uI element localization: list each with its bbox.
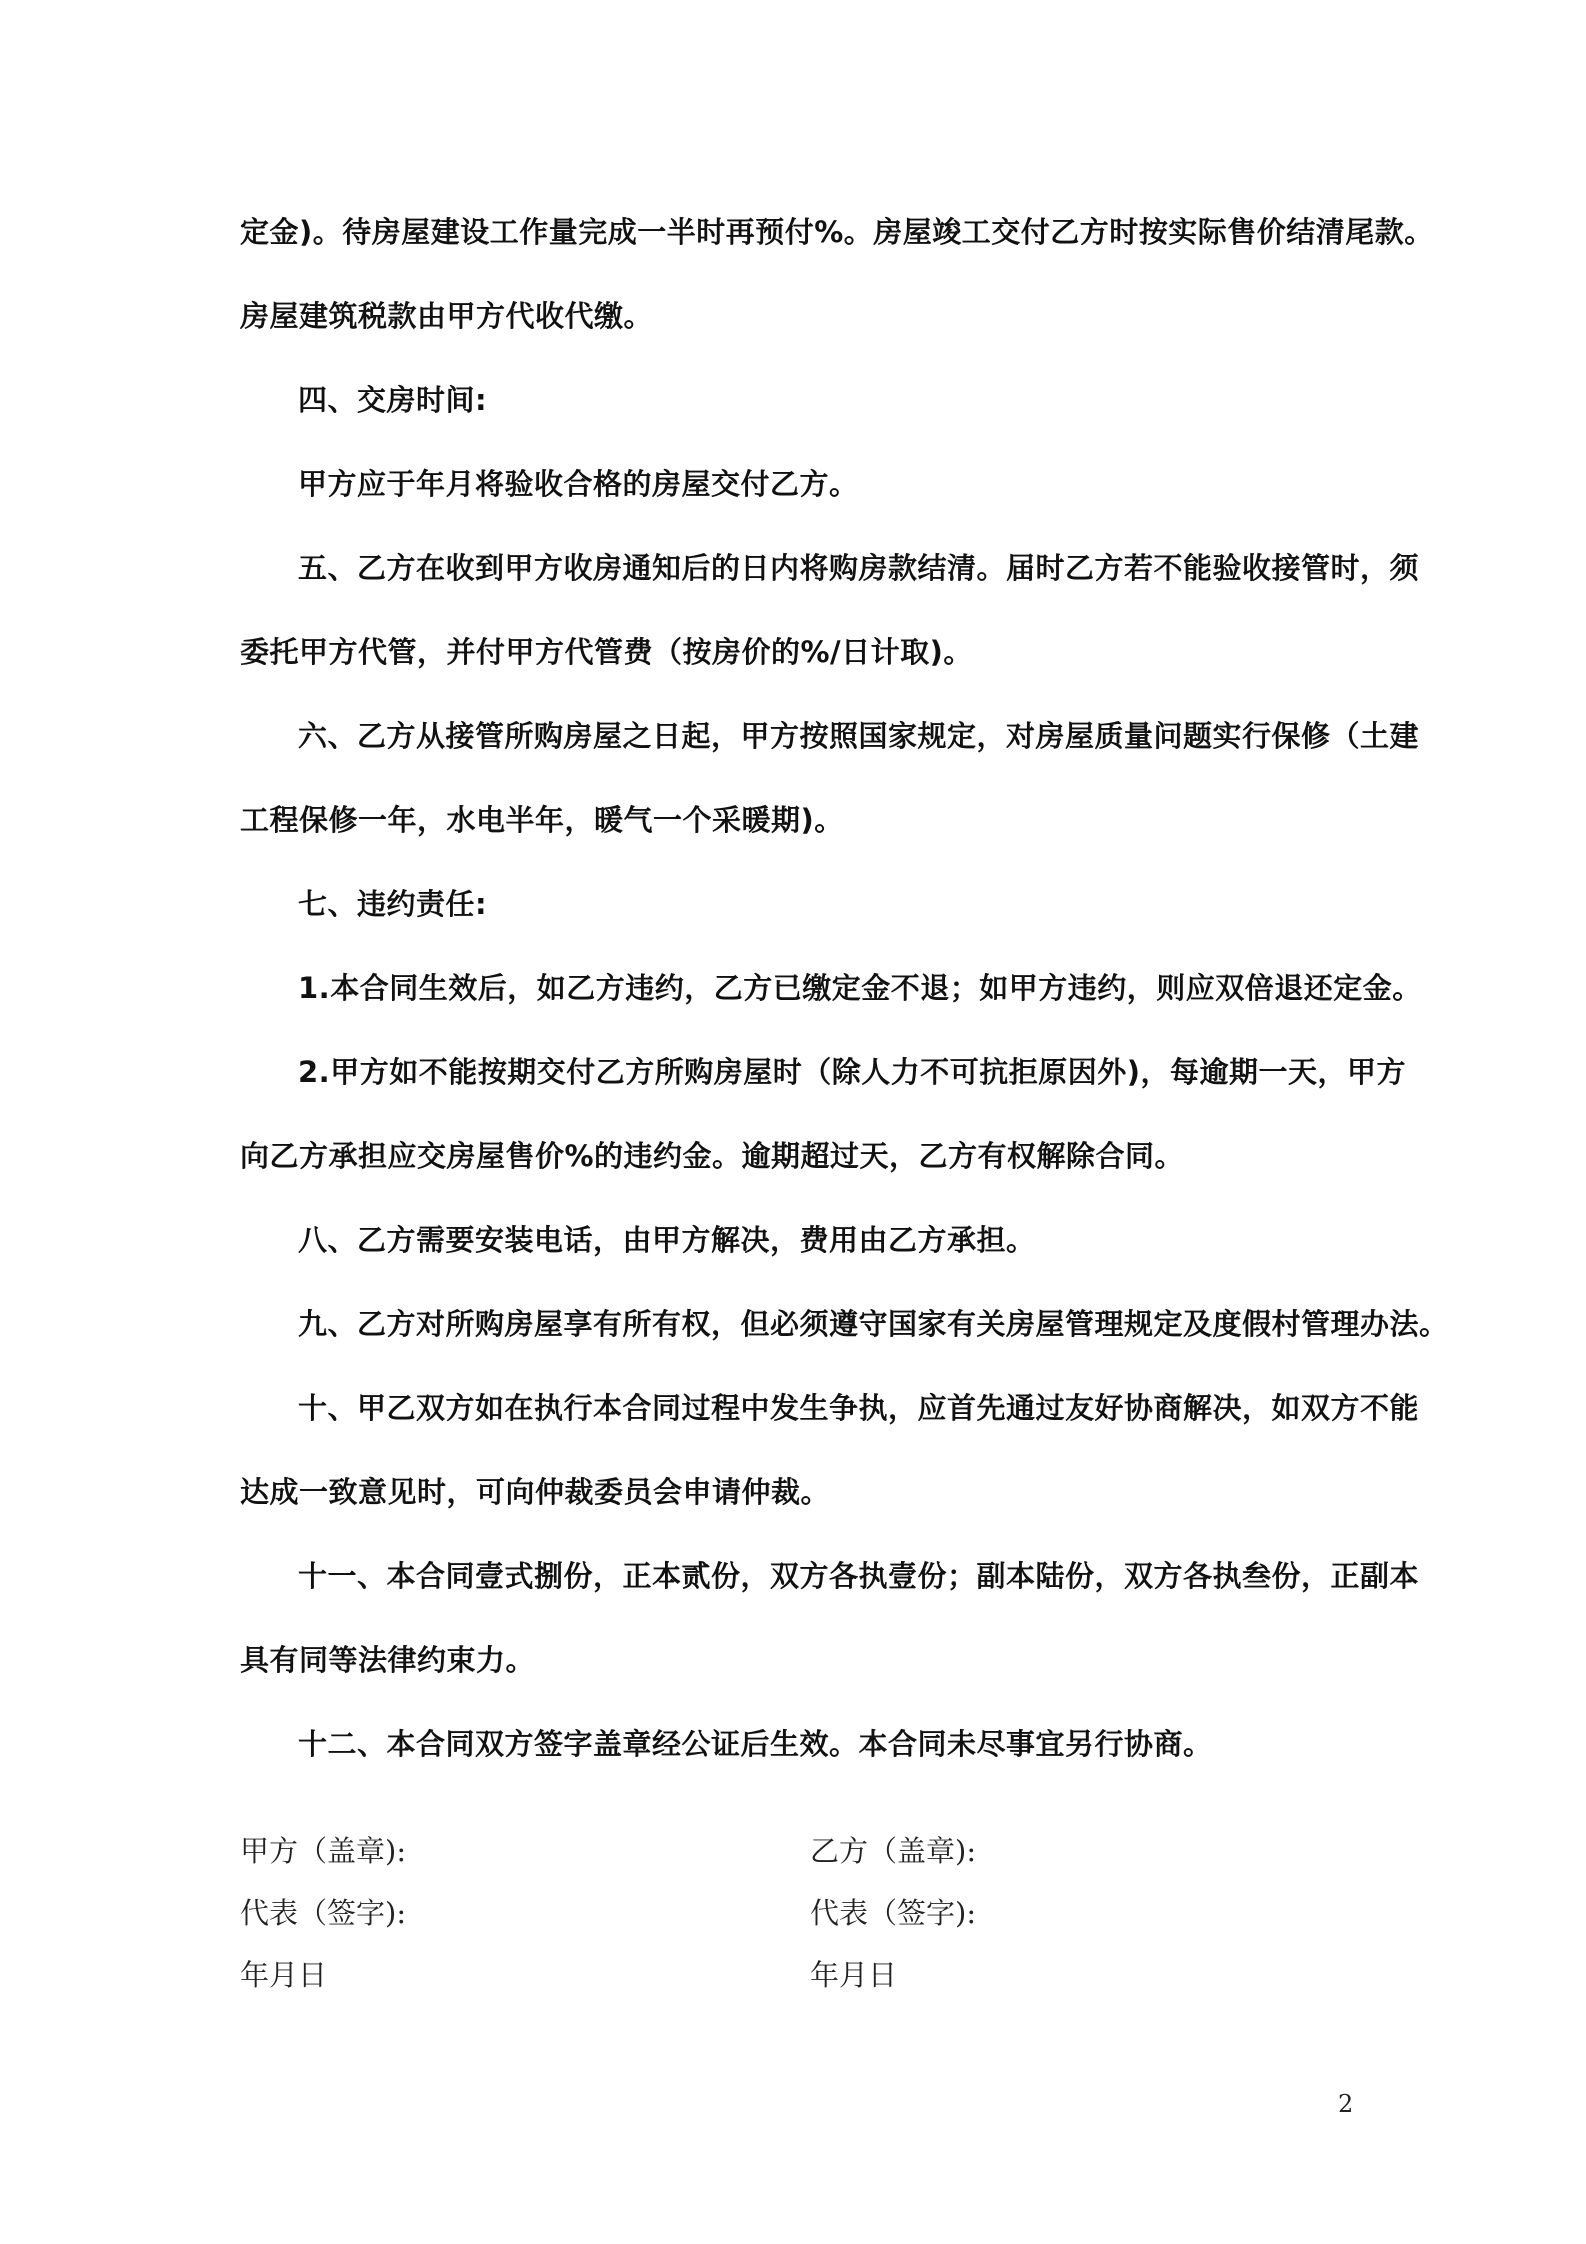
body-line: 定金)。待房屋建设工作量完成一半时再预付%。房屋竣工交付乙方时按实际售价结清尾款。 (240, 215, 1434, 249)
body-line: 十一、本合同壹式捌份，正本贰份，双方各执壹份；副本陆份，双方各执叁份，正副本 (298, 1559, 1420, 1593)
body-line: 工程保修一年，水电半年，暖气一个采暖期)。 (240, 803, 844, 837)
body-line: 房屋建筑税款由甲方代收代缴。 (240, 299, 654, 333)
body-line: 九、乙方对所购房屋享有所有权，但必须遵守国家有关房屋管理规定及度假村管理办法。 (298, 1307, 1449, 1341)
body-line: 具有同等法律约束力。 (240, 1643, 536, 1677)
page-number: 2 (1338, 2090, 1354, 2118)
body-line: 六、乙方从接管所购房屋之日起，甲方按照国家规定，对房屋质量问题实行保修（土建 (298, 719, 1420, 753)
body-line: 2.甲方如不能按期交付乙方所购房屋时（除人力不可抗拒原因外)，每逾期一天，甲方 (298, 1055, 1406, 1089)
party-a-signature (240, 1820, 406, 2006)
body-line: 委托甲方代管，并付甲方代管费（按房价的%/日计取)。 (240, 635, 973, 669)
party-a-rep-label: 代表（签字): (240, 1896, 407, 1930)
body-line: 八、乙方需要安装电话，由甲方解决，费用由乙方承担。 (298, 1223, 1036, 1257)
body-line: 十、甲乙双方如在执行本合同过程中发生争执，应首先通过友好协商解决，如双方不能 (298, 1391, 1420, 1425)
party-b-signature (810, 1820, 976, 2006)
body-line: 甲方应于年月将验收合格的房屋交付乙方。 (298, 467, 859, 501)
body-line: 十二、本合同双方签字盖章经公证后生效。本合同未尽事宜另行协商。 (298, 1727, 1213, 1761)
section-heading: 七、违约责任: (298, 887, 488, 921)
party-a-seal-label: 甲方（盖章): (240, 1834, 407, 1868)
party-b-seal-label: 乙方（盖章): (810, 1834, 977, 1868)
body-line: 五、乙方在收到甲方收房通知后的日内将购房款结清。届时乙方若不能验收接管时，须 (298, 551, 1420, 585)
body-line: 向乙方承担应交房屋售价%的违约金。逾期超过天，乙方有权解除合同。 (240, 1139, 1185, 1173)
party-b-date-label: 年月日 (810, 1958, 898, 1992)
body-line: 达成一致意见时，可向仲裁委员会申请仲裁。 (240, 1475, 831, 1509)
body-line: 1.本合同生效后，如乙方违约，乙方已缴定金不退；如甲方违约，则应双倍退还定金。 (298, 971, 1422, 1005)
section-heading: 四、交房时间: (298, 383, 488, 417)
party-a-date-label: 年月日 (240, 1958, 328, 1992)
contract-body (240, 190, 1449, 1786)
party-b-rep-label: 代表（签字): (810, 1896, 977, 1930)
